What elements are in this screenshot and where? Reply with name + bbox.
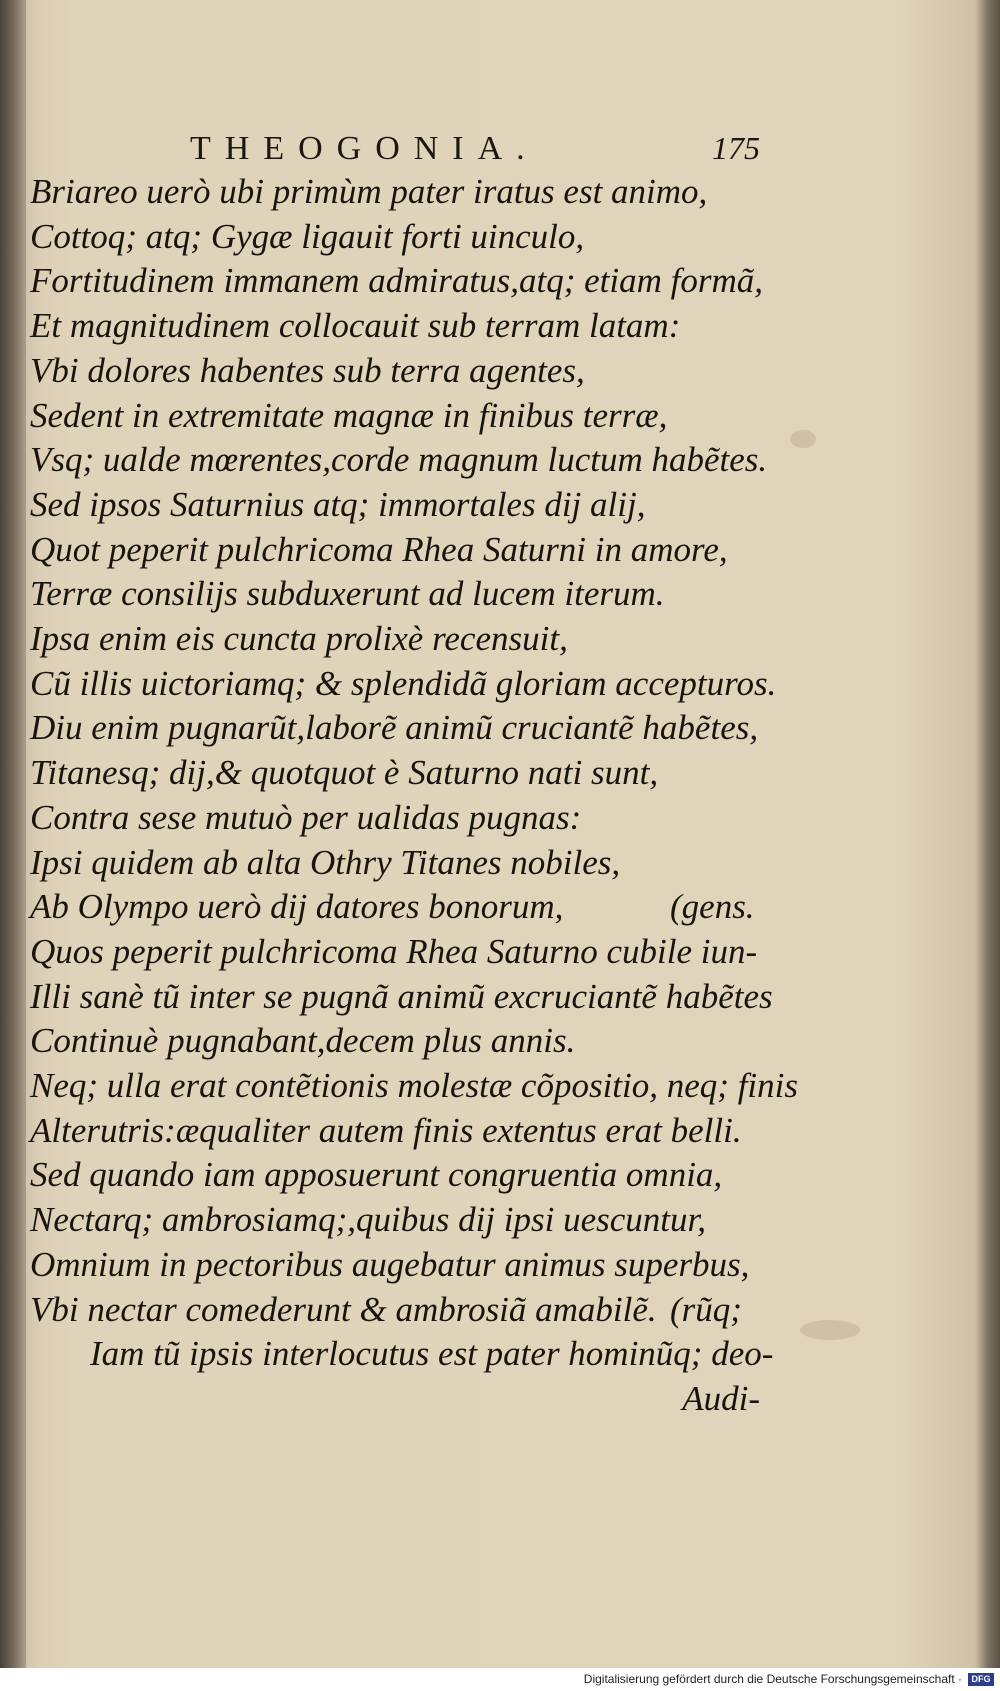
page-number: 175 <box>712 130 760 166</box>
verse-line: Ipsi quidem ab alta Othry Titanes nobiles, <box>30 842 621 882</box>
stain-mark <box>790 430 816 448</box>
book-spine-shadow <box>0 0 26 1668</box>
catchword: Audi- <box>682 1378 760 1418</box>
verse-line-with-tail <box>30 1288 770 1333</box>
verse-line: Vbi nectar comederunt & ambrosiã amabilẽ. <box>30 1289 657 1329</box>
dfg-logo-icon: DFG <box>968 1673 994 1686</box>
verse-line: Illi sanè tũ inter se pugnã animũ excruciantẽ habẽtes <box>30 976 773 1016</box>
verse-line: Et magnitudinem collocauit sub terram latam: <box>30 306 681 346</box>
verse-line: Alterutris:æqualiter autem finis extentus erat belli. <box>30 1110 742 1150</box>
digitization-footer <box>0 1668 1000 1691</box>
verse-line: Contra sese mutuò per ualidas pugnas: <box>30 797 582 837</box>
verse-line: Quot peperit pulchricoma Rhea Saturni in amore, <box>30 529 728 569</box>
verse-line-with-tail <box>30 885 770 930</box>
verse-line: Sed quando iam apposuerunt congruentia omnia, <box>30 1155 723 1195</box>
verse-line: Cottoq; atq; Gygæ ligauit forti uinculo, <box>30 216 585 256</box>
page-header <box>190 130 760 174</box>
verse-line: Sedent in extremitate magnæ in finibus terræ, <box>30 395 668 435</box>
verse-line: Cũ illis uictoriamq; & splendidã gloriam accepturos. <box>30 663 777 703</box>
verse-line: Diu enim pugnarũt,laborẽ animũ cruciantẽ habẽtes, <box>30 708 759 748</box>
verse-line: Nectarq; ambrosiamq;,quibus dij ipsi uescuntur, <box>30 1200 707 1240</box>
verse-line: Titanesq; dij,& quotquot è Saturno nati sunt, <box>30 753 659 793</box>
verse-line: Sed ipsos Saturnius atq; immortales dij alij, <box>30 484 646 524</box>
turnover-fragment: (gens. <box>670 887 755 927</box>
running-head: THEOGONIA. <box>190 130 539 167</box>
verse-line: Ab Olympo uerò dij datores bonorum, <box>30 887 564 927</box>
footer-credit: Digitalisierung gefördert durch die Deutsche Forschungsgemeinschaft · <box>583 1672 962 1686</box>
verse-line: Fortitudinem immanem admiratus,atq; etiam formã, <box>30 261 764 301</box>
verse-line: Ipsa enim eis cuncta prolixè recensuit, <box>30 619 568 659</box>
verse-line: Quos peperit pulchricoma Rhea Saturno cubile iun- <box>30 931 758 971</box>
verse-line: Briareo uerò ubi primùm pater iratus est animo, <box>30 172 708 211</box>
verse-line: Omnium in pectoribus augebatur animus superbus, <box>30 1244 750 1284</box>
verse-line: Neq; ulla erat contẽtionis molestæ cõpositio, neq; finis <box>30 1066 798 1106</box>
verse-line: Vsq; ualde mœrentes,corde magnum luctum habẽtes. <box>30 440 768 480</box>
turnover-fragment: (rũq; <box>670 1289 742 1329</box>
stain-mark <box>800 1320 860 1340</box>
verse-line: Vbi dolores habentes sub terra agentes, <box>30 350 585 390</box>
verse-line: Continuè pugnabant,decem plus annis. <box>30 1021 576 1061</box>
verse-line-indented: Iam tũ ipsis interlocutus est pater hominũq; deo- <box>90 1334 774 1374</box>
verse-text <box>30 170 798 1422</box>
verse-line: Terræ consilijs subduxerunt ad lucem iterum. <box>30 574 665 614</box>
